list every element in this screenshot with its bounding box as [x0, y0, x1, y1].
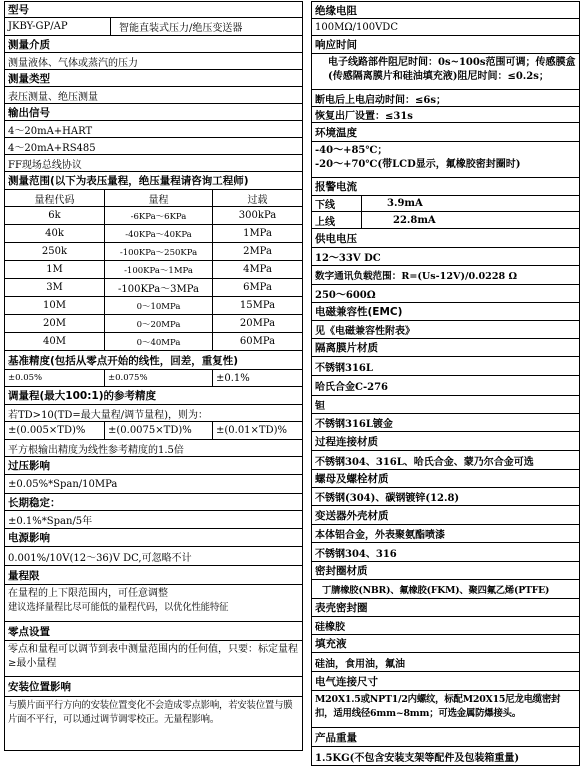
output-hart: 4～20mA+HART: [4, 121, 303, 138]
table-row: [4, 279, 303, 297]
supply-header: 供电电压: [311, 229, 580, 248]
temperature-line-1: -40～+85℃；: [315, 145, 388, 156]
model-header: 型号: [4, 1, 303, 18]
diaphragm-gold: 不锈钢316L镀金: [311, 414, 580, 432]
housing-header: 变送器外壳材质: [311, 506, 580, 525]
insulation-header: 绝缘电阻: [311, 1, 580, 19]
table-row: [4, 315, 303, 333]
right-spec-column: [311, 1, 580, 766]
weight-text: 1.5KG(不包含安装支架等配件及包装箱重量): [311, 747, 580, 766]
range-overload: 6MPa: [243, 282, 272, 293]
load-range: 250～600Ω: [311, 285, 580, 303]
range-code: 3M: [5, 279, 105, 296]
table-row: [4, 207, 303, 225]
load-text: 数字通讯负载范围：R=(Us-12V)/0.0228 Ω: [311, 266, 580, 285]
range-col-overload: 过载: [247, 194, 268, 206]
table-row: [4, 225, 303, 243]
insulation-text: 100MΩ/100VDC: [311, 19, 580, 36]
ref-accuracy-note: 若TD>10(TD=最大量程/调节量程)，则为：: [4, 405, 303, 422]
range-overload: 60MPa: [239, 336, 276, 347]
model-row: [4, 18, 303, 36]
temperature-text: [311, 142, 580, 178]
model-code: JKBY-GP/AP: [5, 18, 111, 35]
model-description: 智能直装式压力/绝压变送器: [119, 23, 243, 34]
range-overload: 20MPa: [239, 318, 276, 329]
mount-header: 安装位置影响: [4, 677, 303, 697]
power-effect-header: 电源影响: [4, 529, 303, 547]
sqrt-note: 平方根输出精度为线性参考精度的1.5倍: [4, 440, 303, 457]
accuracy-005: ±0.05%: [5, 370, 105, 386]
range-columns: [4, 190, 303, 207]
stability-text: ±0.1%*Span/5年: [4, 511, 303, 529]
stability-header: 长期稳定：: [4, 494, 303, 511]
range-col-range: 量程: [105, 190, 213, 206]
range-code: 10M: [5, 297, 105, 314]
range-code: 40M: [5, 333, 105, 350]
range-span: -40KPa～40KPa: [105, 225, 213, 242]
range-span: 0～40MPa: [105, 333, 213, 350]
range-limit-line-2: 建议选择量程比尽可能低的量程代码，以优化性能特征: [8, 602, 229, 613]
response-header: 响应时间: [311, 36, 580, 54]
range-limit-header: 量程限: [4, 566, 303, 585]
alarm-header: 报警电流: [311, 178, 580, 196]
table-row: [4, 261, 303, 279]
alarm-low-row: [311, 196, 580, 212]
range-overload: 15MPa: [239, 300, 276, 311]
range-code: 20M: [5, 315, 105, 332]
ref-accuracy-2: ±(0.0075×TD)%: [105, 422, 213, 439]
process-connection-text: 不锈钢304、316L、哈氏合金、蒙乃尔合金可选: [311, 451, 580, 470]
overpressure-text: ±0.05%*Span/10MPa: [4, 475, 303, 494]
process-connection-header: 过程连接材质: [311, 432, 580, 451]
diaphragm-316l: 不锈钢316L: [311, 357, 580, 376]
seal-header: 密封圈材质: [311, 562, 580, 580]
table-row: [4, 297, 303, 315]
range-overload: 300kPa: [238, 210, 277, 221]
range-code: 250k: [5, 243, 105, 260]
output-ff: FF现场总线协议: [4, 155, 303, 172]
range-overload: 2MPa: [243, 246, 272, 257]
output-header: 输出信号: [4, 104, 303, 121]
diaphragm-tantalum: 钽: [311, 396, 580, 414]
left-spec-column: [4, 1, 303, 751]
range-span: 0～20MPa: [105, 315, 213, 332]
case-seal-header: 表壳密封圈: [311, 599, 580, 617]
range-limit-text: [4, 585, 303, 622]
accuracy-header: 基准精度(包括从零点开始的线性，回差，重复性): [4, 351, 303, 370]
range-code: 40k: [5, 225, 105, 242]
fill-fluid-header: 填充液: [311, 635, 580, 653]
ref-accuracy-row: [4, 422, 303, 440]
emc-header: 电磁兼容性(EMC): [311, 303, 580, 321]
supply-text: 12～33V DC: [311, 248, 580, 266]
electrical-text: M20X1.5或NPT1/2内螺纹，标配M20X15尼龙电缆密封扣，适用线径6mm~8mm；可选金属防爆接头。: [311, 691, 580, 728]
range-header: 测量范围(以下为表压量程，绝压量程请咨询工程师): [4, 172, 303, 190]
range-span: 0～10MPa: [105, 297, 213, 314]
accuracy-01: ±0.1%: [216, 372, 250, 384]
range-code: 1M: [5, 261, 105, 278]
electrical-header: 电气连接尺寸: [311, 672, 580, 691]
range-span: -100KPa～3MPa: [105, 279, 213, 296]
power-effect-text: 0.001%/10V(12～36)V DC,可忽略不计: [4, 547, 303, 566]
diaphragm-hastelloy: 哈氏合金C-276: [311, 376, 580, 396]
zero-header: 零点设置: [4, 622, 303, 641]
housing-aluminum: 本体铝合金，外表聚氨酯喷漆: [311, 525, 580, 543]
zero-text: 零点和量程可以调节到表中测量范围内的任何值，只要：标定量程≥最小量程: [4, 641, 303, 677]
temperature-header: 环境温度: [311, 123, 580, 142]
alarm-low-value: 3.9mA: [387, 198, 423, 209]
fill-fluid-text: 硅油，食用油，氟油: [311, 653, 580, 672]
alarm-high-label: 上线: [312, 212, 362, 228]
range-code: 6k: [5, 207, 105, 224]
range-limit-line-1: 在量程的上下限范围内，可任意调整: [8, 588, 168, 599]
seal-text: 丁腈橡胶(NBR)、氟橡胶(FKM)、聚四氟乙烯(PTFE): [311, 580, 580, 599]
alarm-high-row: [311, 212, 580, 229]
range-col-code: 量程代码: [5, 190, 105, 206]
range-span: -6KPa～6KPa: [105, 207, 213, 224]
overpressure-header: 过压影响: [4, 457, 303, 475]
type-header: 测量类型: [4, 70, 303, 87]
temperature-line-2: -20～+70℃(带LCD显示，氟橡胶密封圈时): [315, 159, 521, 170]
medium-header: 测量介质: [4, 36, 303, 53]
bolt-text: 不锈钢(304)、碳钢镀锌(12.8): [311, 488, 580, 506]
table-row: [4, 333, 303, 351]
accuracy-0075: ±0.075%: [105, 370, 213, 386]
case-seal-text: 硅橡胶: [311, 617, 580, 635]
ref-accuracy-3: ±(0.01×TD)%: [216, 425, 288, 436]
range-overload: 1MPa: [243, 228, 272, 239]
table-row: [4, 243, 303, 261]
response-text: 电子线路部件阻尼时间：0s~100s范围可调；传感膜盒(传感隔离膜片和硅油填充液)阻尼时间：≤0.2s；: [311, 54, 580, 90]
medium-text: 测量液体、气体或蒸汽的压力: [4, 53, 303, 70]
output-rs485: 4～20mA+RS485: [4, 138, 303, 155]
alarm-low-label: 下线: [312, 196, 362, 211]
emc-text: 见《电磁兼容性附表》: [311, 321, 580, 339]
weight-header: 产品重量: [311, 728, 580, 747]
response-startup: 断电后上电启动时间：≤6s；: [311, 90, 580, 107]
accuracy-row: [4, 370, 303, 387]
ref-accuracy-1: ±(0.005×TD)%: [5, 422, 105, 439]
diaphragm-header: 隔离膜片材质: [311, 339, 580, 357]
type-text: 表压测量、绝压测量: [4, 87, 303, 104]
range-span: -100KPa～250KPa: [105, 243, 213, 260]
bolt-header: 螺母及螺栓材质: [311, 470, 580, 488]
response-reset: 恢复出厂设置：≤31s: [311, 107, 580, 123]
range-span: -100KPa～1MPa: [105, 261, 213, 278]
mount-text: 与膜片面平行方向的安装位置变化不会造成零点影响，若安装位置与膜片面不平行，可以通过调节调零校正。无量程影响。: [4, 697, 303, 751]
ref-accuracy-header: 调量程(最大100:1)的参考精度: [4, 387, 303, 405]
range-overload: 4MPa: [243, 264, 272, 275]
alarm-high-value: 22.8mA: [393, 214, 436, 226]
housing-stainless: 不锈钢304、316: [311, 543, 580, 562]
